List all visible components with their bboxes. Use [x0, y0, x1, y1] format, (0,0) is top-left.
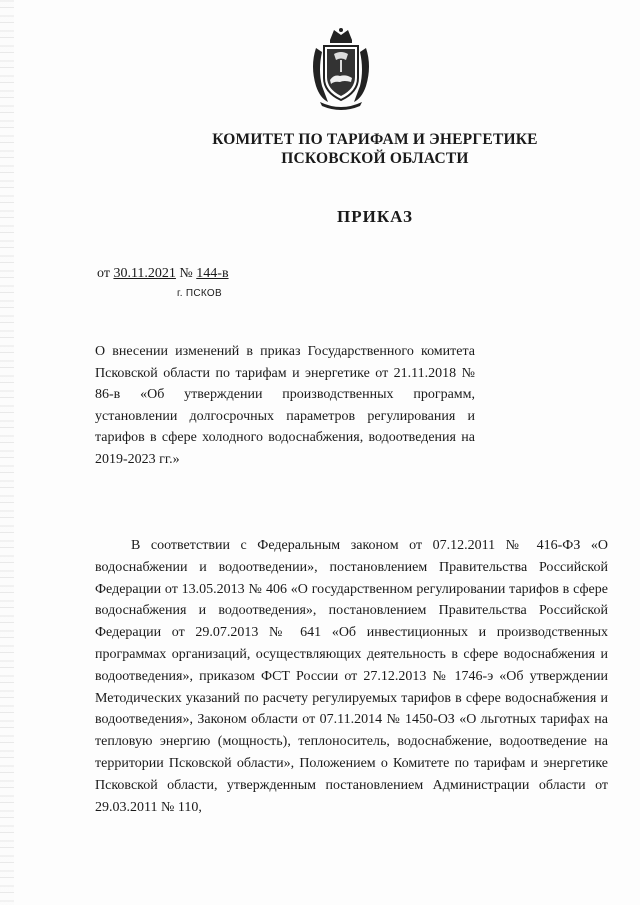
coat-of-arms-icon [306, 26, 376, 111]
org-name-line2: ПСКОВСКОЙ ОБЛАСТИ [281, 150, 469, 167]
scan-edge [0, 0, 14, 905]
order-date: 30.11.2021 [113, 266, 176, 281]
document-title: ПРИКАЗ [337, 207, 413, 226]
order-number: 144-в [196, 266, 229, 281]
city: г. ПСКОВ [177, 288, 222, 299]
order-body-paragraph: В соответствии с Федеральным законом от 07.12.2011 № 416-ФЗ «О водоснабжении и водоотведении», постановлением Правительства Российской Федерации от 13.05.2013 № 406 «О государственном регулировании тарифов в сфере водоснабжения и водоотведения», постановлением Правительства Российской Федерации от 29.07.2013 № 641 «Об инвестиционных и производственных программах организаций, осуществляющих деятельность в сфере водоснабжения и водоотведения», приказом ФСТ России от 27.12.2013 № 1746-э «Об утверждении Методических указаний по расчету регулируемых тарифов в сфере водоснабжения и водоотведения», Законом области от 07.11.2014 № 1450-ОЗ «О льготных тарифах на тепловую энергию (мощность), теплоноситель, водоснабжение, водоотведение на территории Псковской области», Положением о Комитете по тарифам и энергетике Псковской области, утвержденным постановлением Администрации области от 29.03.2011 № 110, [95, 538, 608, 815]
order-subject: О внесении изменений в приказ Государственного комитета Псковской области по тарифам и энергетике от 21.11.2018 № 86-в «Об утверждении производственных программ, установлении долгосрочных параметров регулирования и тарифов в сфере холодного водоснабжения, водоотведения на 2019-2023 гг.» [95, 344, 475, 467]
date-prefix: от [97, 266, 110, 281]
org-name-line1: КОМИТЕТ ПО ТАРИФАМ И ЭНЕРГЕТИКЕ [212, 131, 538, 148]
order-date-line [97, 266, 229, 282]
number-sign: № [179, 266, 193, 281]
